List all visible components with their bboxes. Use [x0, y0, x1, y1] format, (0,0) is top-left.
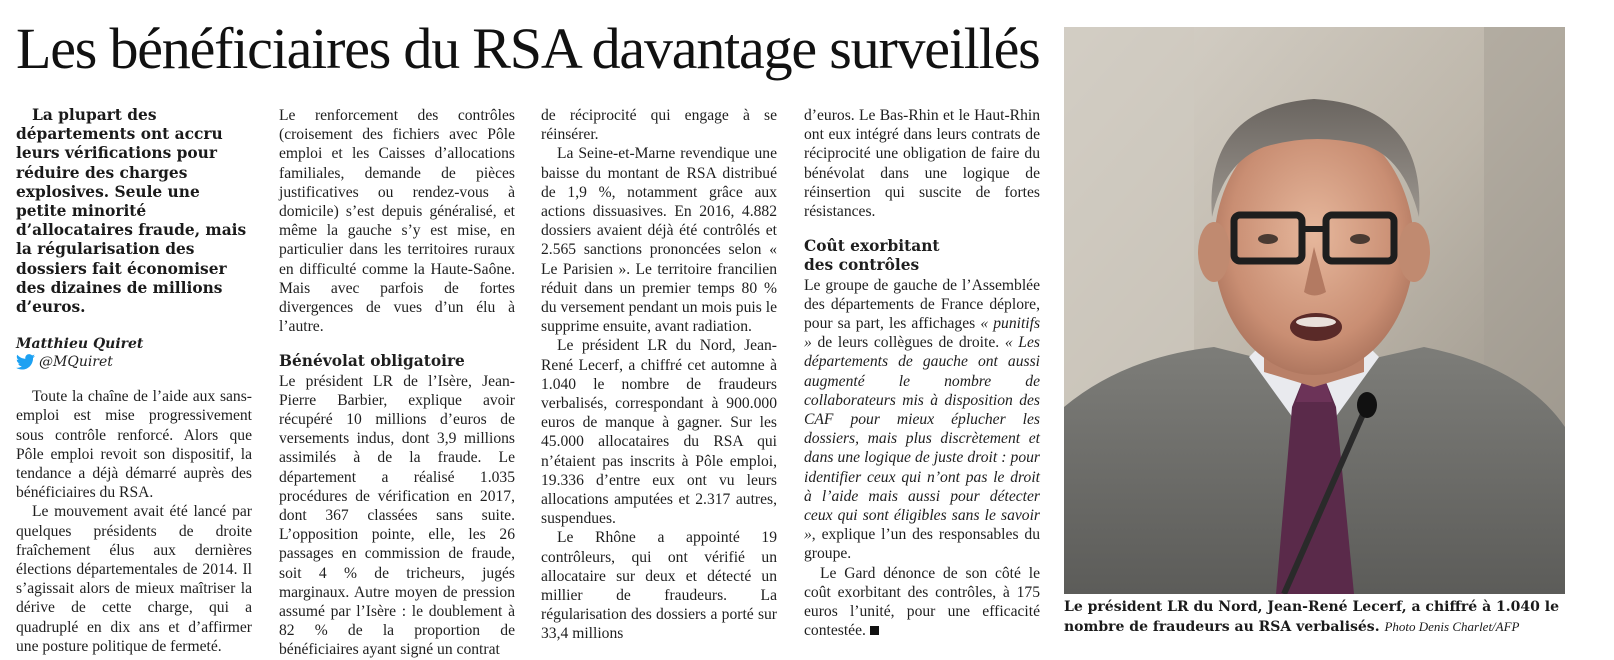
end-mark-icon — [870, 626, 879, 635]
author-handle[interactable]: @MQuiret — [39, 354, 113, 371]
column-2 — [279, 106, 515, 660]
col3-paragraph-0: de réciprocité qui engage à se réinsérer. — [541, 107, 777, 144]
article-photo — [1064, 27, 1565, 594]
column-3 — [541, 106, 777, 644]
col3-paragraph-3: Le Rhône a appointé 19 contrôleurs, qui ont vérifié un allocataire sur deux et détecté un millier de fraudeurs. La régularisation des dossiers a porté sur 33,4 millions — [541, 529, 777, 643]
caption-text: Le président LR du Nord, Jean-René Lecerf, a chiffré à 1.040 le nombre de fraudeurs au RSA verbalisés. — [1064, 599, 1559, 635]
subhead-cout-exorbitant: Coût exorbitant des contrôles — [804, 237, 940, 275]
col3-paragraph-2: Le président LR du Nord, Jean-René Lecerf, a chiffré cet automne à 1.040 le nombre de fraudeurs verbalisés, correspondant à 900.000 euros de manque à gagner. Sur les 45.000 allocataires du RSA qui n’étaient pas inscrits à Pôle emploi, 19.336 d’entre eux ont vu leurs allocations amputées et 2.317 autres, suspendues. — [541, 337, 777, 528]
col4-p1-text-c: , explique l’un des responsables du groupe. — [804, 526, 1040, 563]
col4-p1-text-b: de leurs collègues de droite. — [817, 334, 1000, 352]
col4-p1-text-a: Le groupe de gauche de l’Assemblée des départements de France déplore, pour sa part, les affichages — [804, 276, 1040, 333]
col4-p1-quote-punitifs: « punitifs » — [804, 315, 1041, 352]
column-4 — [804, 106, 1040, 640]
standfirst: La plupart des départements ont accru leurs vérifications pour réduire des charges explosives. Seule une petite minorité d’allocataires fraude, mais la régularisation des dossiers fait économiser des dizaines de millions d’euros. — [16, 106, 247, 317]
col2-paragraph-2: Le président LR de l’Isère, Jean-Pierre Barbier, explique avoir récupéré 10 millions d’euros de versements indus, dont 3,9 millions assimilés à de la fraude. Le département a réalisé 1.035 procédures de vérification en 2017, dont 367 classées sans suite. L’opposition pointe, elle, les 26 passages en commission de fraude, soit 4 % de tricheurs, jugés marginaux. Autre moyen de pression assumé par l’Isère : le doublement à 82 % de la proportion de bénéficiaires ayant signé un contrat — [279, 372, 515, 659]
col4-paragraph-1 — [804, 276, 1040, 564]
subhead-benevolat: Bénévolat obligatoire — [279, 352, 465, 371]
portrait-illustration — [1064, 27, 1565, 594]
author-handle-row[interactable] — [16, 353, 252, 371]
col2-paragraph-1: Le renforcement des contrôles (croisement des fichiers avec Pôle emploi et les Caisses d’allocations familiales, demande de pièces justificatives ou rendez-vous à domicile) s’est depuis généralisé, et même la gauche s’y est mise, en particulier dans les territoires ruraux en difficulté comme la Haute-Saône. Mais avec parfois de fortes divergences de vues d’un élu à l’autre. — [279, 107, 515, 336]
author-name: Matthieu Quiret — [16, 336, 144, 353]
col1-paragraph-2: Le mouvement avait été lancé par quelques présidents de droite fraîchement élus aux dernières élections départementales de 2014. Il s’agissait alors de mieux maîtriser la dérive de cette charge, qui a quadruplé en dix ans et d’affirmer une posture politique de fermeté. — [16, 503, 252, 655]
column-1 — [16, 106, 252, 656]
col1-paragraph-1: Toute la chaîne de l’aide aux sans-emploi est mise progressivement sous contrôle renforcé. Alors que Pôle emploi revoit son dispositif, la tendance a déjà démarré auprès des bénéficiaires du RSA. — [16, 388, 252, 502]
photo-credit: Photo Denis Charlet/AFP — [1384, 619, 1520, 634]
photo-caption — [1064, 598, 1584, 637]
headline: Les bénéficiaires du RSA davantage surveillés — [16, 16, 1040, 81]
twitter-bird-icon — [16, 354, 35, 370]
col3-paragraph-1: La Seine-et-Marne revendique une baisse du montant de RSA distribué de 1,9 %, notamment grâce aux actions dissuasives. En 2016, 4.882 dossiers avaient déjà été contrôlés et 2.565 sanctions prononcées selon « Le Parisien ». Le territoire francilien réduit dans un premier temps 80 % du versement pendant un mois puis le supprime ensuite, avant radiation. — [541, 145, 777, 336]
col4-paragraph-2 — [804, 564, 1040, 641]
col4-paragraph-0: d’euros. Le Bas-Rhin et le Haut-Rhin ont eux intégré dans leurs contrats de réciprocité une obligation de faire du bénévolat dans une logique de réinsertion qui suscite de fortes résistances. — [804, 107, 1040, 221]
col4-p2-text: Le Gard dénonce de son côté le coût exorbitant des contrôles, à 175 euros l’unité, pour une efficacité contestée. — [804, 564, 1040, 640]
col4-p1-quote-gauche: « Les départements de gauche ont aussi augmenté le nombre de collaborateurs mis à disposition des CAF pour mieux éplucher les dossiers, mais plus discrètement et dans une logique de juste droit : pour identifier ceux qui n’ont pas le droit à l’aide mais aussi pour détecter ceux qui sont éligibles sans le savoir » — [804, 334, 1040, 544]
